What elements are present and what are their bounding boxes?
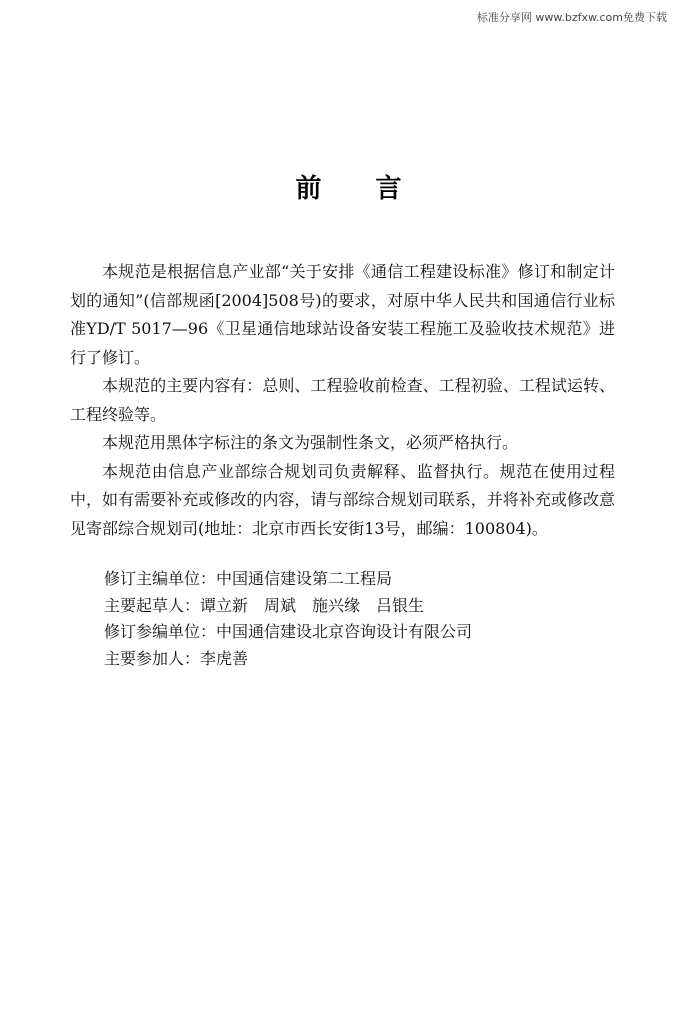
preface-body xyxy=(70,258,615,543)
participating-unit: 修订参编单位：中国通信建设北京咨询设计有限公司 xyxy=(104,622,473,641)
paragraph-main-contents: 本规范的主要内容有：总则、工程验收前检查、工程初验、工程试运转、工程终验等。 xyxy=(70,376,615,424)
main-participants: 主要参加人：李虎善 xyxy=(104,648,249,668)
paragraph-interpretation-contact: 本规范由信息产业部综合规划司负责解释、监督执行。规范在使用过程中，如有需要补充或修改的内容，请与部综合规划司联系，并将补充或修改意见寄部综合规划司(地址：北京市西长安街13号，邮编：100804)。 xyxy=(70,461,615,538)
chief-editor-unit: 修订主编单位：中国通信建设第二工程局 xyxy=(104,569,393,588)
credits-block xyxy=(104,566,624,672)
main-drafters: 主要起草人：谭立新 周斌 施兴缘 吕银生 xyxy=(104,595,425,615)
paragraph-mandatory-clauses: 本规范用黑体字标注的条文为强制性条文，必须严格执行。 xyxy=(102,433,519,452)
page-title: 前言 xyxy=(295,174,456,204)
watermark-text: 标准分享网 www.bzfxw.com免费下载 xyxy=(476,11,667,24)
paragraph-revision-basis: 本规范是根据信息产业部“关于安排《通信工程建设标准》修订和制定计划的通知”(信部规函[2004]508号)的要求，对原中华人民共和国通信行业标准YD/T 5017—96《卫星通信地球站设备安装工程施工及验收技术规范》进行了修订。 xyxy=(70,262,615,367)
